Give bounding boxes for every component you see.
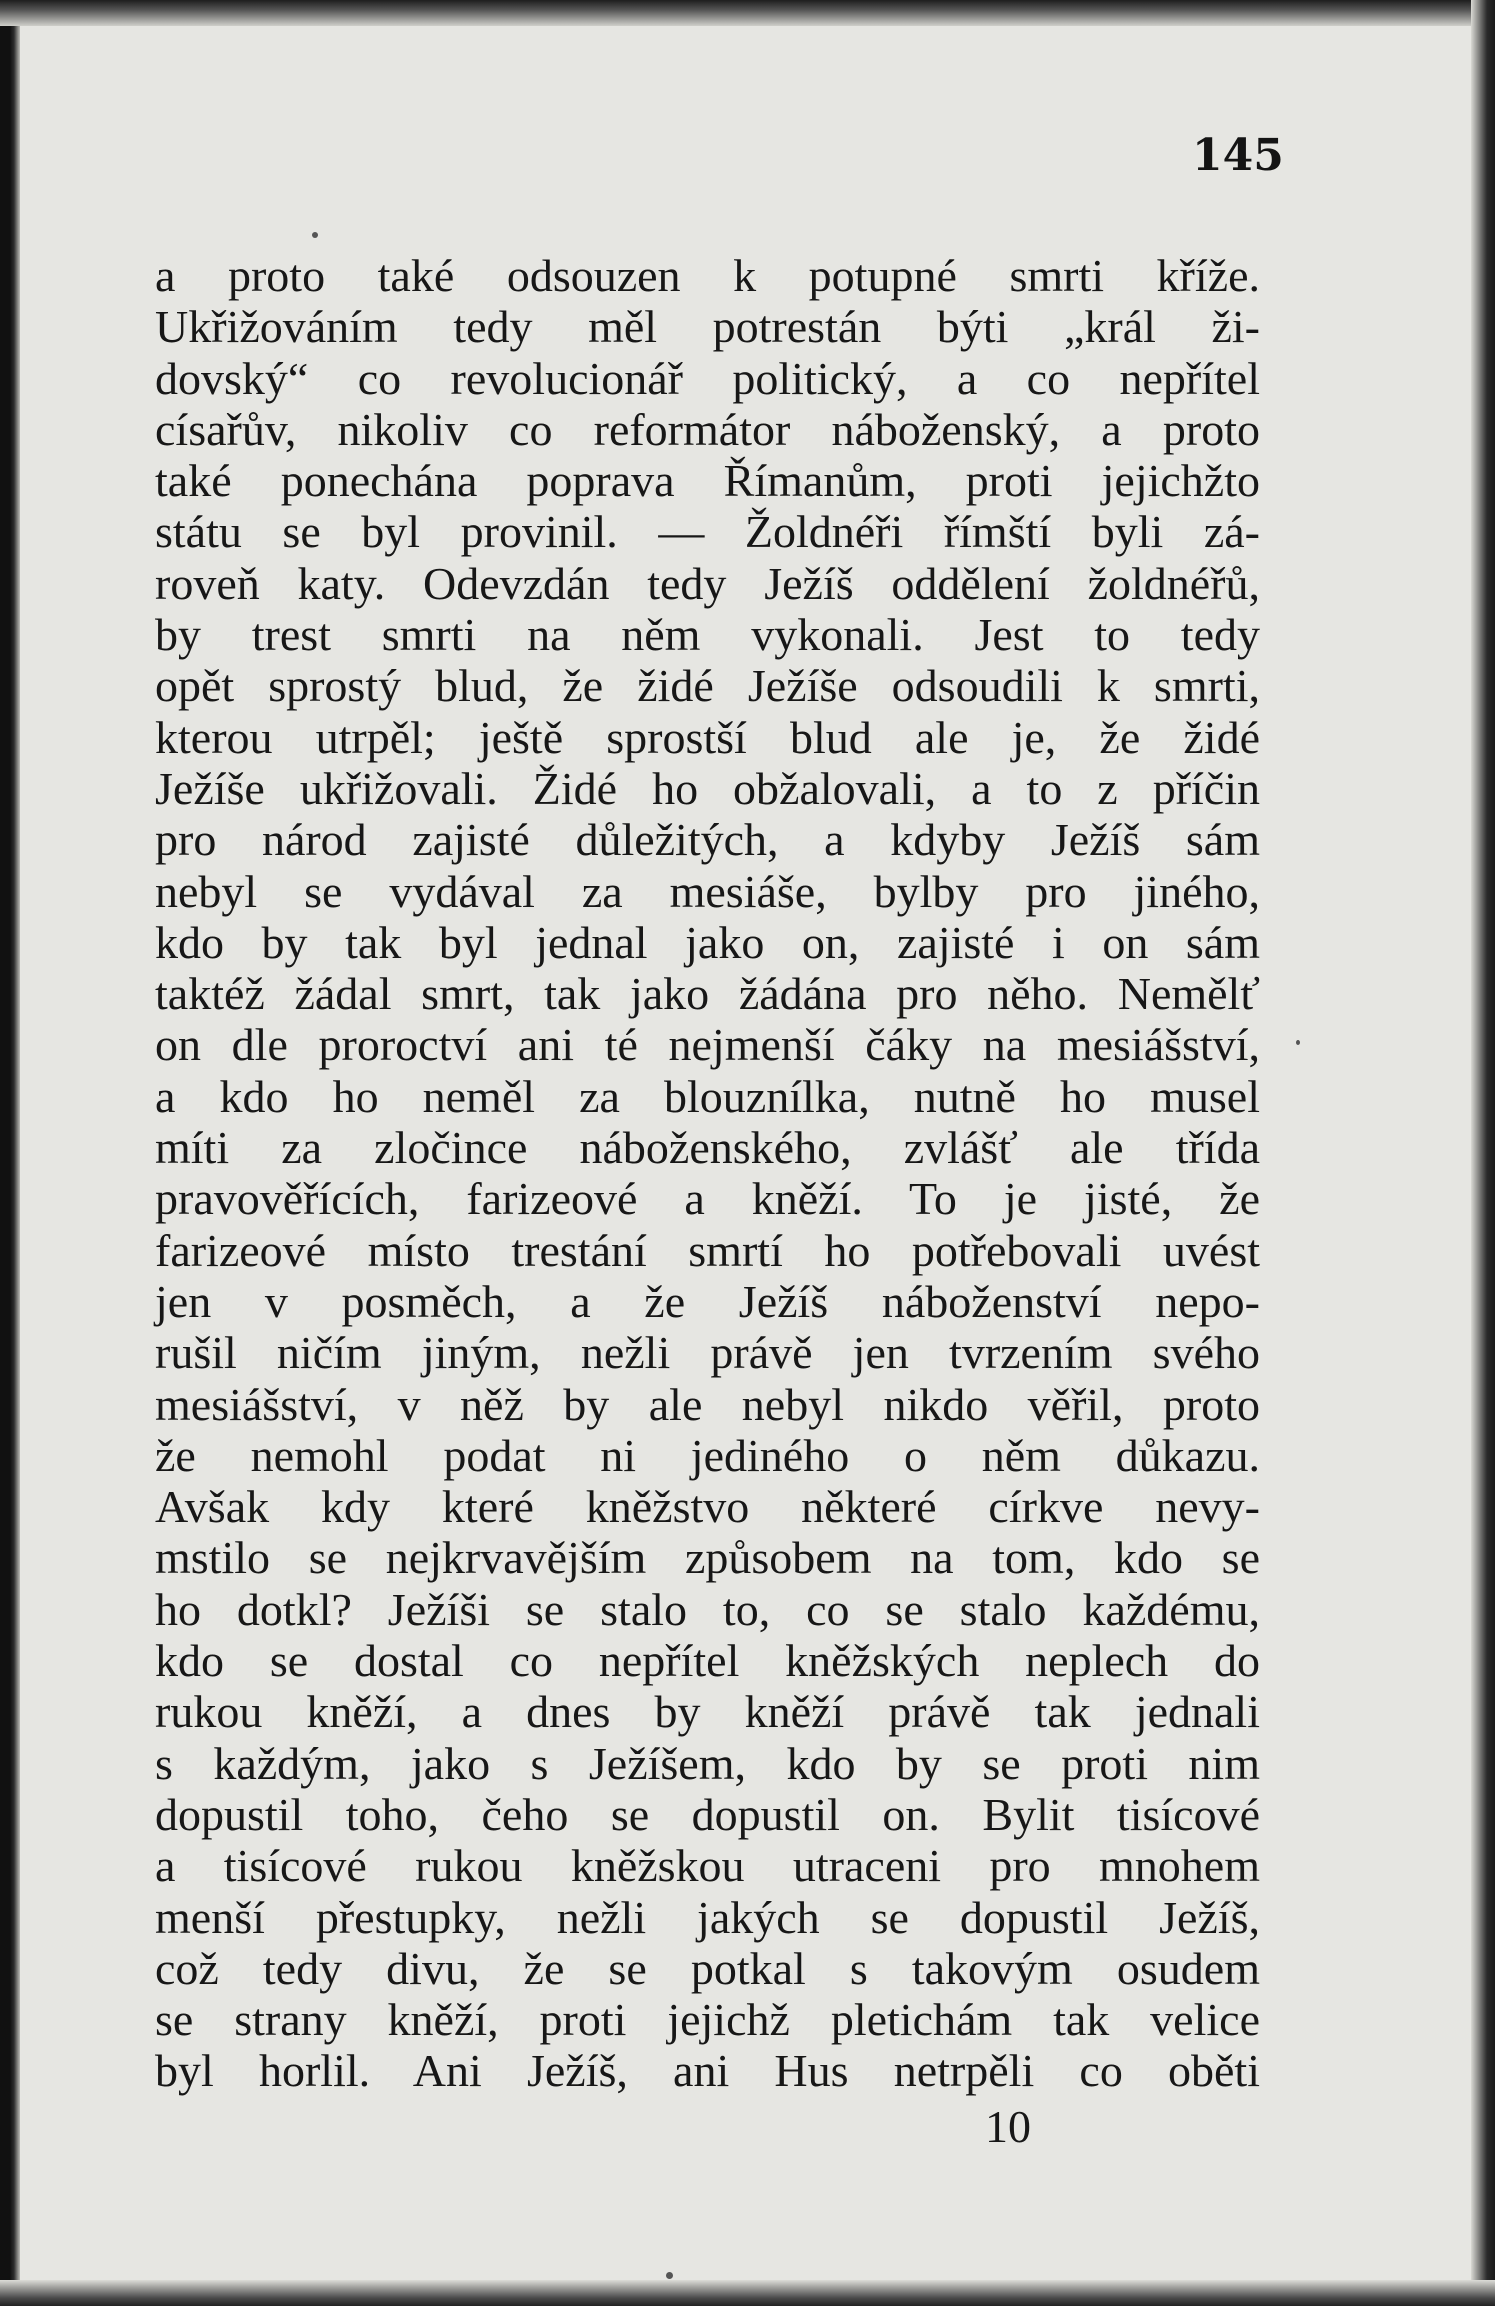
text-line: taktéž žádal smrt, tak jako žádána pro něho. Nemělť (155, 968, 1260, 1020)
paper-speck (1296, 1040, 1300, 1045)
text-line: kterou utrpěl; ještě sprostší blud ale je, že židé (155, 711, 1260, 763)
text-line: opět sprostý blud, že židé Ježíše odsoudili k smrti, (155, 660, 1260, 712)
text-line: císařův, nikoliv co reformátor náboženský, a proto (155, 403, 1260, 455)
binding-shadow (0, 0, 20, 2306)
top-page-edge (0, 0, 1495, 26)
right-page-edge (1471, 0, 1495, 2306)
text-line: s každým, jako s Ježíšem, kdo by se proti nim (155, 1737, 1260, 1789)
signature-mark: 10 (985, 2101, 1031, 2152)
text-line: roveň katy. Odevzdán tedy Ježíš oddělení žoldnéřů, (155, 557, 1260, 609)
body-text (155, 250, 1260, 2097)
paper-speck (666, 2272, 673, 2279)
text-line: také ponechána poprava Římanům, proti jejichžto (155, 455, 1260, 507)
text-line: jen v posměch, a že Ježíš náboženství nepo- (155, 1275, 1260, 1327)
paper-speck (312, 232, 318, 238)
text-line: rukou kněží, a dnes by kněží právě tak jednali (155, 1686, 1260, 1738)
text-line: dovský“ co revolucionář politický, a co nepřítel (155, 352, 1260, 404)
text-line: farizeové místo trestání smrtí ho potřebovali uvést (155, 1224, 1260, 1276)
page-number: 145 (1192, 130, 1284, 181)
text-line: dopustil toho, čeho se dopustil on. Bylit tisícové (155, 1788, 1260, 1840)
text-line: kdo se dostal co nepřítel kněžských neplech do (155, 1635, 1260, 1687)
text-line: Ukřižováním tedy měl potrestán býti „král ži- (155, 301, 1260, 353)
text-line: Avšak kdy které kněžstvo některé církve nevy- (155, 1481, 1260, 1533)
text-line: že nemohl podat ni jediného o něm důkazu. (155, 1429, 1260, 1481)
text-line: státu se byl provinil. — Žoldnéři římští byli zá- (155, 506, 1260, 558)
text-line: by trest smrti na něm vykonali. Jest to tedy (155, 609, 1260, 661)
text-line: on dle proroctví ani té nejmenší čáky na mesiášství, (155, 1019, 1260, 1071)
text-line: a kdo ho neměl za blouznílka, nutně ho musel (155, 1070, 1260, 1122)
text-line: menší přestupky, nežli jakých se dopustil Ježíš, (155, 1891, 1260, 1943)
text-line: ho dotkl? Ježíši se stalo to, co se stalo každému, (155, 1583, 1260, 1635)
text-line: Ježíše ukřižovali. Židé ho obžalovali, a to z příčin (155, 762, 1260, 814)
text-line: a proto také odsouzen k potupné smrti kříže. (155, 250, 1260, 301)
text-line: pro národ zajisté důležitých, a kdyby Ježíš sám (155, 814, 1260, 866)
text-line: kdo by tak byl jednal jako on, zajisté i on sám (155, 916, 1260, 968)
text-line: byl horlil. Ani Ježíš, ani Hus netrpěli co oběti (155, 2045, 1260, 2097)
text-line: nebyl se vydával za mesiáše, bylby pro jiného, (155, 865, 1260, 917)
text-line: se strany kněží, proti jejichž pletichám tak velice (155, 1994, 1260, 2046)
text-line: a tisícové rukou kněžskou utraceni pro mnohem (155, 1840, 1260, 1892)
text-line: pravověřících, farizeové a kněží. To je jisté, že (155, 1173, 1260, 1225)
text-line: míti za zločince náboženského, zvlášť ale třída (155, 1122, 1260, 1174)
text-line: rušil ničím jiným, nežli právě jen tvrzením svého (155, 1327, 1260, 1379)
bottom-page-edge (0, 2280, 1495, 2306)
text-line: což tedy divu, že se potkal s takovým osudem (155, 1942, 1260, 1994)
text-line: mstilo se nejkrvavějším způsobem na tom, kdo se (155, 1532, 1260, 1584)
text-line: mesiášství, v něž by ale nebyl nikdo věřil, proto (155, 1378, 1260, 1430)
